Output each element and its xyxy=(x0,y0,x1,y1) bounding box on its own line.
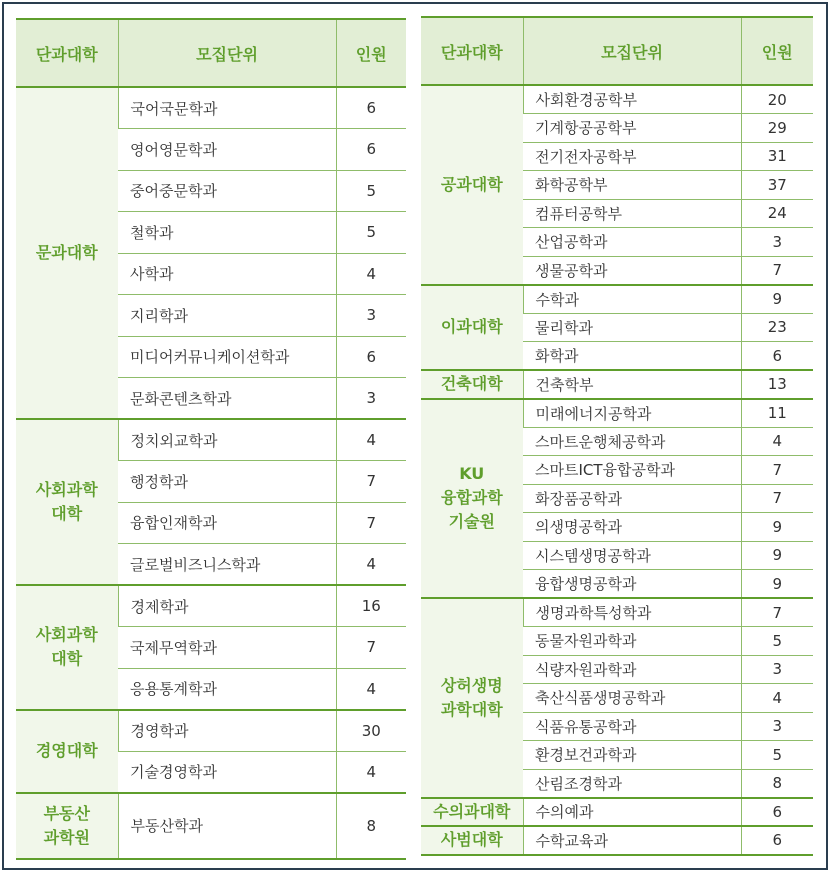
count-cell: 3 xyxy=(336,295,406,337)
header-count: 인원 xyxy=(336,19,406,87)
college-cell: 공과대학 xyxy=(421,85,523,285)
count-cell: 3 xyxy=(336,378,406,420)
table-row xyxy=(16,710,406,752)
count-cell: 7 xyxy=(741,484,813,513)
count-cell: 24 xyxy=(741,199,813,228)
college-cell: 부동산 과학원 xyxy=(16,793,118,859)
department-cell: 미디어커뮤니케이션학과 xyxy=(118,336,336,378)
department-cell: 중어중문학과 xyxy=(118,170,336,212)
header-unit: 모집단위 xyxy=(118,19,336,87)
table-row xyxy=(16,87,406,129)
department-cell: 의생명공학과 xyxy=(523,513,741,542)
admissions-table-right xyxy=(421,16,813,856)
count-cell: 9 xyxy=(741,541,813,570)
department-cell: 수학교육과 xyxy=(523,826,741,855)
count-cell: 6 xyxy=(336,129,406,171)
department-cell: 건축학부 xyxy=(523,370,741,399)
department-cell: 국어국문학과 xyxy=(118,87,336,129)
table-row xyxy=(421,826,813,855)
table-body xyxy=(16,87,406,859)
department-cell: 화학과 xyxy=(523,342,741,371)
count-cell: 4 xyxy=(741,427,813,456)
count-cell: 7 xyxy=(741,256,813,285)
department-cell: 정치외교학과 xyxy=(118,419,336,461)
department-cell: 기술경영학과 xyxy=(118,751,336,793)
department-cell: 수학과 xyxy=(523,285,741,314)
count-cell: 5 xyxy=(336,212,406,254)
department-cell: 환경보건과학과 xyxy=(523,741,741,770)
college-cell: 수의과대학 xyxy=(421,798,523,827)
department-cell: 사회환경공학부 xyxy=(523,85,741,114)
count-cell: 3 xyxy=(741,712,813,741)
count-cell: 7 xyxy=(741,598,813,627)
department-cell: 영어영문학과 xyxy=(118,129,336,171)
count-cell: 29 xyxy=(741,114,813,143)
header-row xyxy=(16,19,406,87)
department-cell: 스마트ICT융합공학과 xyxy=(523,456,741,485)
department-cell: 스마트운행체공학과 xyxy=(523,427,741,456)
count-cell: 5 xyxy=(741,741,813,770)
department-cell: 화장품공학과 xyxy=(523,484,741,513)
count-cell: 6 xyxy=(741,826,813,855)
count-cell: 9 xyxy=(741,513,813,542)
department-cell: 동물자원과학과 xyxy=(523,627,741,656)
table-row xyxy=(16,585,406,627)
count-cell: 16 xyxy=(336,585,406,627)
table-row xyxy=(16,793,406,859)
count-cell: 3 xyxy=(741,228,813,257)
count-cell: 9 xyxy=(741,285,813,314)
table-row xyxy=(421,598,813,627)
count-cell: 6 xyxy=(741,798,813,827)
admissions-table-left xyxy=(16,18,406,860)
count-cell: 4 xyxy=(741,684,813,713)
count-cell: 20 xyxy=(741,85,813,114)
department-cell: 산림조경학과 xyxy=(523,769,741,798)
department-cell: 철학과 xyxy=(118,212,336,254)
college-cell: 사회과학 대학 xyxy=(16,419,118,585)
table-body xyxy=(421,85,813,855)
table-row xyxy=(421,370,813,399)
department-cell: 국제무역학과 xyxy=(118,627,336,669)
department-cell: 물리학과 xyxy=(523,313,741,342)
count-cell: 6 xyxy=(741,342,813,371)
department-cell: 축산식품생명공학과 xyxy=(523,684,741,713)
count-cell: 5 xyxy=(741,627,813,656)
department-cell: 융합생명공학과 xyxy=(523,570,741,599)
college-cell: 문과대학 xyxy=(16,87,118,419)
department-cell: 식품유통공학과 xyxy=(523,712,741,741)
count-cell: 30 xyxy=(336,710,406,752)
department-cell: 글로벌비즈니스학과 xyxy=(118,544,336,586)
table-row xyxy=(421,399,813,428)
count-cell: 23 xyxy=(741,313,813,342)
department-cell: 전기전자공학부 xyxy=(523,142,741,171)
count-cell: 6 xyxy=(336,87,406,129)
department-cell: 화학공학부 xyxy=(523,171,741,200)
department-cell: 경제학과 xyxy=(118,585,336,627)
department-cell: 응용통계학과 xyxy=(118,668,336,710)
college-cell: KU 융합과학 기술원 xyxy=(421,399,523,599)
department-cell: 생명과학특성학과 xyxy=(523,598,741,627)
count-cell: 4 xyxy=(336,544,406,586)
department-cell: 시스템생명공학과 xyxy=(523,541,741,570)
department-cell: 행정학과 xyxy=(118,461,336,503)
table-row xyxy=(16,419,406,461)
college-cell: 사범대학 xyxy=(421,826,523,855)
department-cell: 미래에너지공학과 xyxy=(523,399,741,428)
count-cell: 4 xyxy=(336,419,406,461)
count-cell: 4 xyxy=(336,253,406,295)
department-cell: 부동산학과 xyxy=(118,793,336,859)
count-cell: 5 xyxy=(336,170,406,212)
header-count: 인원 xyxy=(741,17,813,85)
department-cell: 컴퓨터공학부 xyxy=(523,199,741,228)
count-cell: 9 xyxy=(741,570,813,599)
department-cell: 지리학과 xyxy=(118,295,336,337)
college-cell: 경영대학 xyxy=(16,710,118,793)
count-cell: 7 xyxy=(336,461,406,503)
department-cell: 산업공학과 xyxy=(523,228,741,257)
college-cell: 건축대학 xyxy=(421,370,523,399)
count-cell: 7 xyxy=(741,456,813,485)
count-cell: 11 xyxy=(741,399,813,428)
count-cell: 4 xyxy=(336,668,406,710)
department-cell: 식량자원과학과 xyxy=(523,655,741,684)
header-college: 단과대학 xyxy=(421,17,523,85)
department-cell: 사학과 xyxy=(118,253,336,295)
count-cell: 13 xyxy=(741,370,813,399)
count-cell: 8 xyxy=(336,793,406,859)
count-cell: 37 xyxy=(741,171,813,200)
department-cell: 생물공학과 xyxy=(523,256,741,285)
college-cell: 이과대학 xyxy=(421,285,523,371)
count-cell: 31 xyxy=(741,142,813,171)
header-unit: 모집단위 xyxy=(523,17,741,85)
header-college: 단과대학 xyxy=(16,19,118,87)
table-row xyxy=(421,285,813,314)
header-row xyxy=(421,17,813,85)
count-cell: 3 xyxy=(741,655,813,684)
count-cell: 4 xyxy=(336,751,406,793)
department-cell: 수의예과 xyxy=(523,798,741,827)
college-cell: 상허생명 과학대학 xyxy=(421,598,523,798)
count-cell: 7 xyxy=(336,627,406,669)
table-row xyxy=(421,85,813,114)
department-cell: 융합인재학과 xyxy=(118,502,336,544)
count-cell: 8 xyxy=(741,769,813,798)
department-cell: 문화콘텐츠학과 xyxy=(118,378,336,420)
college-cell: 사회과학 대학 xyxy=(16,585,118,710)
table-row xyxy=(421,798,813,827)
count-cell: 6 xyxy=(336,336,406,378)
department-cell: 기계항공공학부 xyxy=(523,114,741,143)
count-cell: 7 xyxy=(336,502,406,544)
department-cell: 경영학과 xyxy=(118,710,336,752)
